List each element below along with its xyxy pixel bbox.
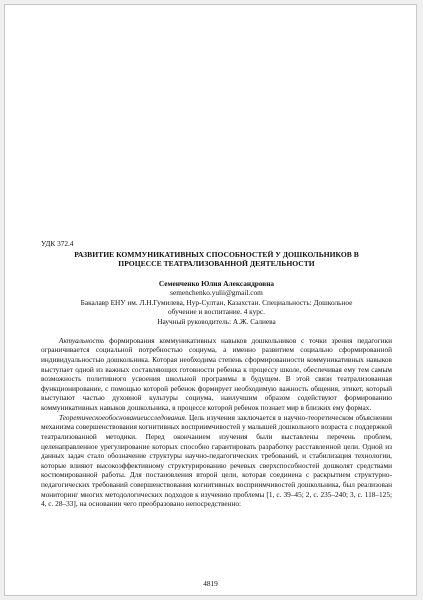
section-spacer bbox=[41, 327, 392, 336]
paragraph-theory-lead: Теоретическоеобоснованиеисследования. bbox=[59, 412, 187, 422]
title-line-2: ПРОЦЕССЕ ТЕАТРАЛИЗОВАННОЙ ДЕЯТЕЛЬНОСТИ bbox=[118, 259, 315, 269]
title-line-1: РАЗВИТИЕ КОММУНИКАТИВНЫХ СПОСОБНОСТЕЙ У ДОШКОЛЬНИКОВ В bbox=[74, 249, 359, 259]
article-title bbox=[41, 250, 392, 269]
paragraph-relevance-lead: Актуальность bbox=[59, 335, 105, 345]
paragraph-theory bbox=[41, 413, 392, 509]
author-name: Семенченко Юлия Александровна bbox=[158, 278, 275, 288]
article-body bbox=[41, 239, 392, 509]
paragraph-theory-text: Цель изучения заключается в научно-теоретическом объяснении механизма совершенствования когнитивных восприимчивостей у малышей дошкольного возраста с поддержкой театрализованной методики. Перед окончанием изучения были выставлены перечень проблем, целенаправленное урегулирование которых способно гарантировать разработку расставленной цели. Одной из данных задач стало обозначение структуры научно-педагогических требований, и стабилизация технологии, которые влияют высокоэффективному структурированию речевых сверхспособностей дошколят средствами костюмированной работы. Для постановления второй цели, которая соединена с раскрытием структурно-педагогических требований совершенствования когнитивных восприимчивостей дошкольника, был реализован мониторинг многих методологических подходов к изучению проблемы [1, с. 39–45; 2, с. 235–240; 3, с. 118–125; 4, с. 28–33], на основании чего преобразовано непосредственно: bbox=[41, 412, 392, 509]
paragraph-relevance-text: формирования коммуникативных навыков дошкольников с точки зрения педагогики ограничивается социальной потребностью социума, а именно развитием социально сформированной индивидуальностью дошкольника. Которая необходима степень сформированности коммуникативных навыков выступает одной из важных составляющих готовности ребенка к процессу школе, обеспечивая ему тем самым возможность политивного усвоения школьной программы в будущем. В этой связи театрализованная функционирование, с помощью которой ребенок формирует необходимую важность общения, этикет, который выступают частью духовной культуры социума, наилучшим образом содействуют формированию коммуникативных навыков дошкольника, в процессе которой ребенок познает мир в близких ему формах. bbox=[41, 335, 392, 413]
affiliation-line-2: обучение и воспитание. 4 курс. bbox=[167, 307, 265, 317]
author-email: semenchenko.yulii@gmail.com bbox=[170, 288, 263, 298]
scientific-advisor: Научный руководитель: А.Ж. Салиева bbox=[157, 317, 276, 327]
document-page bbox=[4, 4, 417, 596]
affiliation-line-1: Бакалавр ЕНУ им. Л.Н.Гумилева, Нур-Султан, Казахстан. Специальность: Дошкольное bbox=[80, 297, 353, 307]
udk-code: УДК 372.4 bbox=[41, 239, 74, 248]
paragraph-relevance bbox=[41, 336, 392, 413]
author-affiliation bbox=[41, 298, 392, 317]
page-number: 4819 bbox=[203, 579, 218, 588]
